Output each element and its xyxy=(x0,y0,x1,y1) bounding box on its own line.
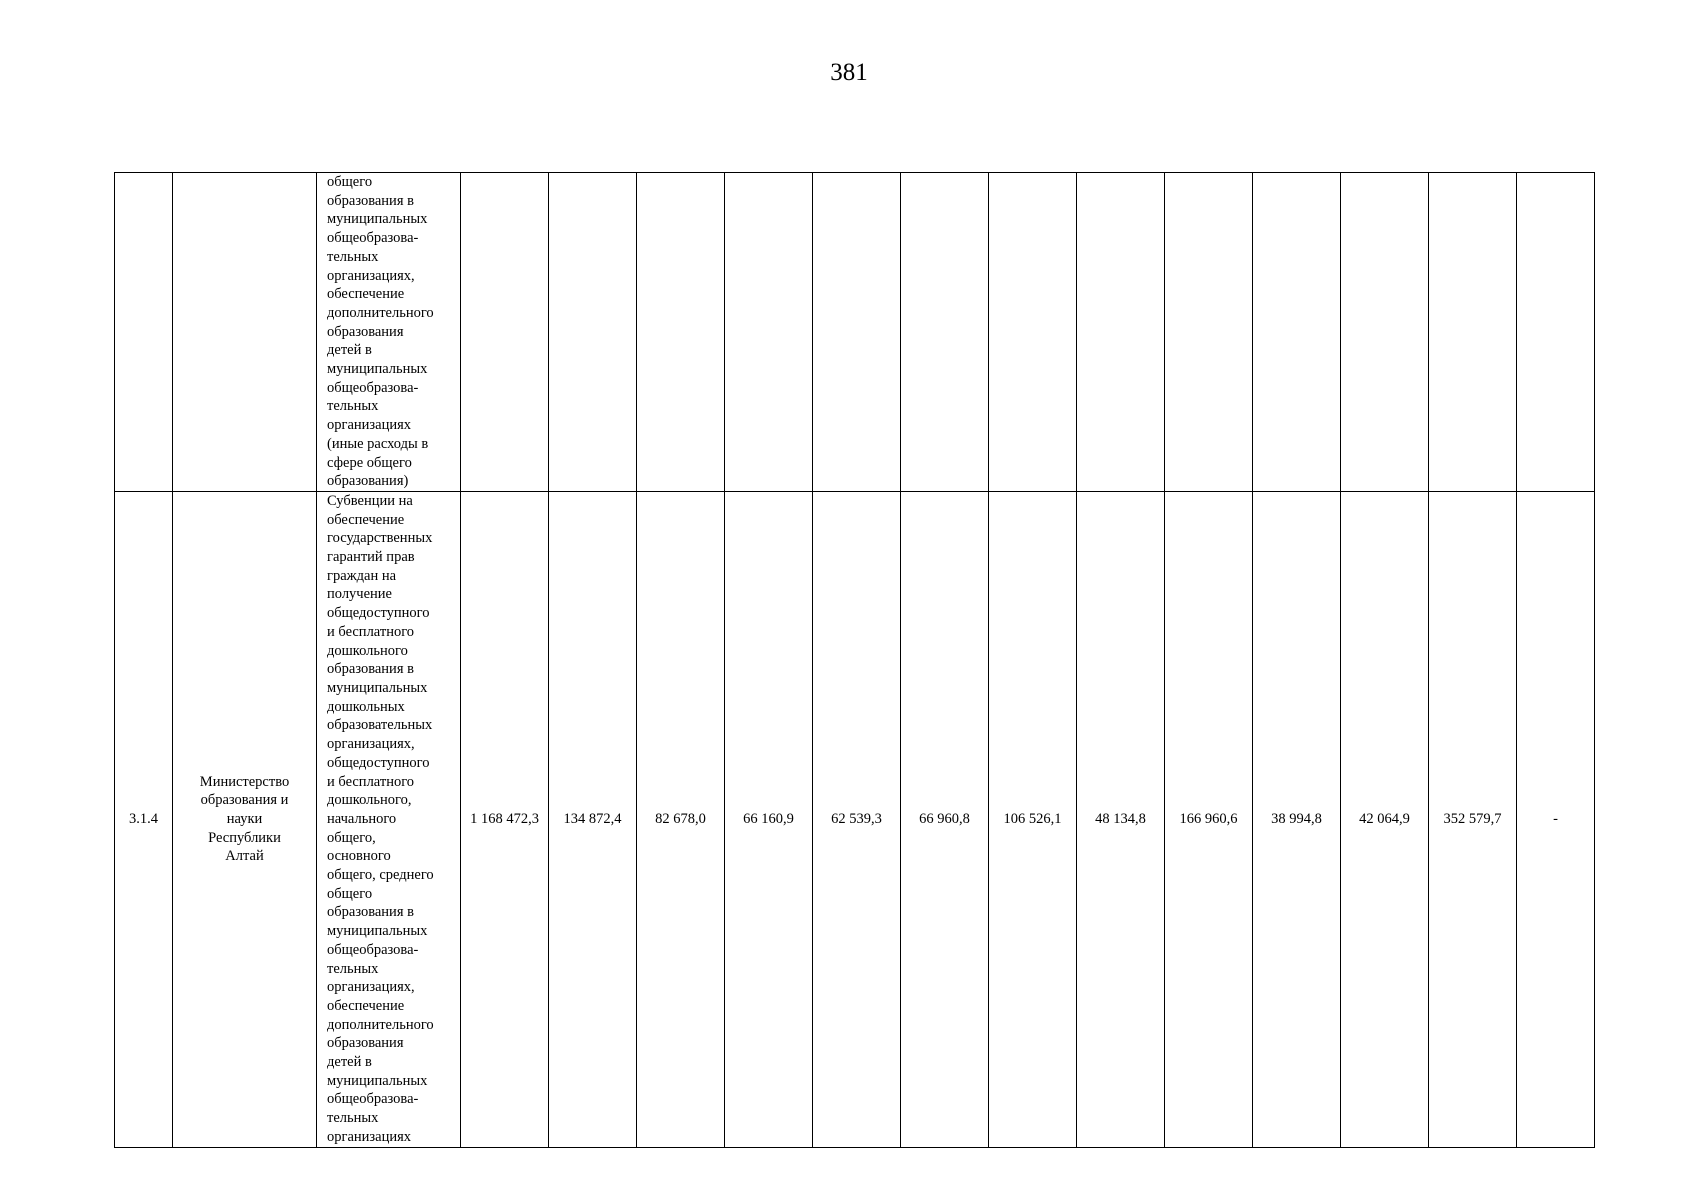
value-cell xyxy=(1165,173,1253,492)
value-cell xyxy=(725,173,813,492)
value-cell xyxy=(461,173,549,492)
description-cell: Субвенции на обеспечение государственных гарантий прав граждан на получение общедоступного и бесплатного дошкольного образования в муниципальных дошкольных образовательных организациях, общедоступного и бесплатного дошкольного, начального общего, основного общего, среднего общего образования в муниципальных общеобразова- тельных организациях, обеспечение дополнительного образования детей в муниципальных общеобразова- тельных организациях xyxy=(317,491,461,1147)
value-cell xyxy=(813,173,901,492)
value-cell: 106 526,1 xyxy=(989,491,1077,1147)
value-cell: 42 064,9 xyxy=(1341,491,1429,1147)
value-cell: 352 579,7 xyxy=(1429,491,1517,1147)
value-cell xyxy=(549,173,637,492)
value-cell: - xyxy=(1517,491,1595,1147)
table-row xyxy=(115,491,1595,1147)
row-code-cell: 3.1.4 xyxy=(115,491,173,1147)
value-cell xyxy=(1429,173,1517,492)
value-cell xyxy=(989,173,1077,492)
value-cell xyxy=(1253,173,1341,492)
description-cell: общего образования в муниципальных общеобразова- тельных организациях, обеспечение дополнительного образования детей в муниципальных общеобразова- тельных организациях (иные расходы в сфере общего образования) xyxy=(317,173,461,492)
value-cell xyxy=(901,173,989,492)
budget-table xyxy=(114,172,1595,1148)
value-cell: 48 134,8 xyxy=(1077,491,1165,1147)
value-cell: 134 872,4 xyxy=(549,491,637,1147)
value-cell: 166 960,6 xyxy=(1165,491,1253,1147)
page-number: 381 xyxy=(830,59,868,86)
row-code-cell xyxy=(115,173,173,492)
value-cell: 82 678,0 xyxy=(637,491,725,1147)
organization-cell xyxy=(173,173,317,492)
value-cell: 38 994,8 xyxy=(1253,491,1341,1147)
value-cell: 1 168 472,3 xyxy=(461,491,549,1147)
value-cell xyxy=(1341,173,1429,492)
table-row xyxy=(115,173,1595,492)
value-cell: 66 160,9 xyxy=(725,491,813,1147)
value-cell xyxy=(637,173,725,492)
value-cell: 62 539,3 xyxy=(813,491,901,1147)
organization-cell: Министерство образования и науки Республики Алтай xyxy=(173,491,317,1147)
value-cell xyxy=(1517,173,1595,492)
value-cell: 66 960,8 xyxy=(901,491,989,1147)
value-cell xyxy=(1077,173,1165,492)
